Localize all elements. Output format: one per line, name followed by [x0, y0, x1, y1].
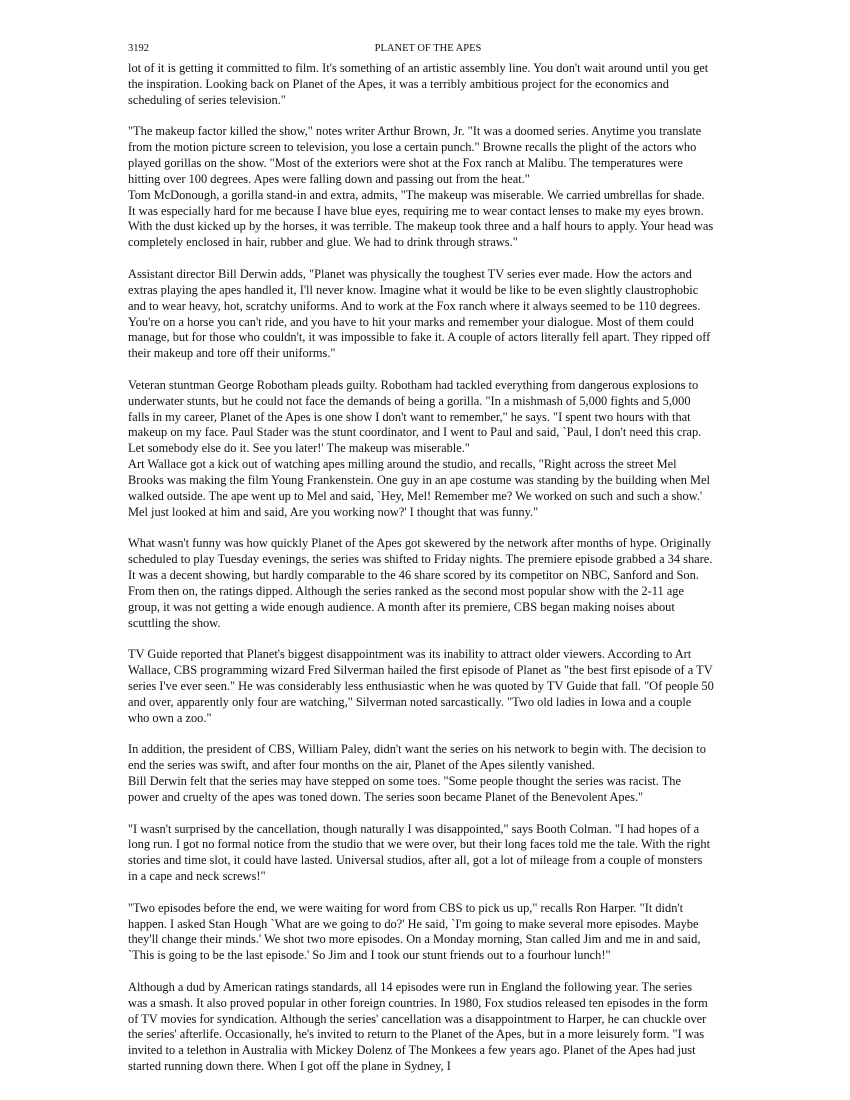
paragraph: In addition, the president of CBS, William Paley, didn't want the series on his network to begin with. The decision to end the series was swift, and after four months on the air, Planet of the Apes silently vanished.	[128, 742, 706, 773]
paragraph: Bill Derwin felt that the series may have stepped on some toes. "Some people thought the series was racist. The power and cruelty of the apes was toned down. The series soon became Planet of the Benevolent Apes."	[128, 773, 681, 804]
paragraph: Art Wallace got a kick out of watching apes milling around the studio, and recalls, "Right across the street Mel Brooks was making the film Young Frankenstein. One guy in an ape costume was standing by the building when Mel walked outside. The ape went up to Mel and said, `Hey, Mel! Remember me? We worked on such and such a show.' Mel just looked at him and said, Are you working now?' I thought that was funny."	[128, 457, 710, 519]
paragraph: lot of it is getting it committed to film. It's something of an artistic assembly line. You don't wait around until you get the inspiration. Looking back on Planet of the Apes, it was a terribly ambitious project for the economics and scheduling of series television."	[128, 61, 709, 107]
page-header	[128, 42, 728, 56]
running-title: PLANET OF THE APES	[374, 43, 482, 54]
paragraph: TV Guide reported that Planet's biggest disappointment was its inability to attract older viewers. According to Art Wallace, CBS programming wizard Fred Silverman hailed the first episode of Planet as "the best first episode of a TV series I've ever seen." He was considerably less enthusiastic when he was quoted by TV Guide that fall. "Of people 50 and over, apparently only four are watching," Silverman noted sarcastically. "Two old ladies in Iowa and a couple who own a zoo."	[128, 647, 714, 725]
body-text	[128, 61, 714, 1075]
paragraph: Veteran stuntman George Robotham pleads guilty. Robotham had tackled everything from dangerous explosions to underwater stunts, but he could not face the demands of being a gorilla. "In a mishmash of 5,000 fights and 5,000 falls in my career, Planet of the Apes is one show I don't want to remember," he says. "I spent two hours with that makeup on my face. Paul Stader was the stunt coordinator, and I went to Paul and said, `Paul, I don't need this crap. Let somebody else do it. See you later!' The makeup was miserable."	[128, 377, 702, 456]
paragraph: Tom McDonough, a gorilla stand-in and extra, admits, "The makeup was miserable. We carried umbrellas for shade. It was especially hard for me because I have blue eyes, requiring me to wear contact lenses to make my eyes brown. With the dust kicked up by the horses, it was terrible. The makeup took three and a half hours to apply. Your head was completely enclosed in hair, rubber and glue. We had to drink through straws."	[128, 187, 714, 250]
paragraph: "I wasn't surprised by the cancellation, though naturally I was disappointed," says Booth Colman. "I had hopes of a long run. I got no formal notice from the studio that we were over, but their long faces told me the tale. With the right stories and time slot, it could have lasted. Universal studios, after all, got a lot of mileage from a couple of monsters in a cape and neck screws!"	[128, 821, 711, 884]
paragraph: Assistant director Bill Derwin adds, "Planet was physically the toughest TV series ever made. How the actors and extras playing the apes handled it, I'll never know. Imagine what it would be like to be even slightly claustrophobic and to wear heavy, hot, scratchy uniforms. And to work at the Fox ranch where it always seemed to be 110 degrees. You're on a horse you can't ride, and you have to hit your marks and remember your dialogue. Most of them could manage, but for those who couldn't, it was impossible to fake it. A couple of actors literally fell apart. They ripped off their makeup and tore off their uniforms."	[128, 266, 711, 361]
page-number: 3192	[128, 43, 149, 54]
paragraph: Although a dud by American ratings standards, all 14 episodes were run in England the following year. The series was a smash. It also proved popular in other foreign countries. In 1980, Fox studios released ten episodes in the form of TV movies for syndication. Although the series' cancellation was a disappointment to Harper, he can chuckle over the series' afterlife. Occasionally, he's invited to return to the Planet of the Apes, but in a more leisurely form. "I was invited to a telethon in Australia with Mickey Dolenz of The Monkees a few years ago. Planet of the Apes had just started running down there. When I got off the plane in Sydney, I	[128, 979, 708, 1074]
paragraph: "Two episodes before the end, we were waiting for word from CBS to pick us up," recalls Ron Harper. "It didn't happen. I asked Stan Hough `What are we going to do?' He said, `I'm going to make several more episodes. Maybe they'll change their minds.' We shot two more episodes. On a Monday morning, Stan called Jim and me in and said, `This is going to be the last episode.' So Jim and I took our stunt friends out to a fourhour lunch!"	[128, 900, 701, 963]
paragraph: What wasn't funny was how quickly Planet of the Apes got skewered by the network after months of hype. Originally scheduled to play Tuesday evenings, the series was shifted to Friday nights. The premiere episode grabbed a 34 share. It was a decent showing, but hardly comparable to the 46 share scored by its competitor on NBC, Sanford and Son. From then on, the ratings dipped. Although the series ranked as the second most popular show with the 2-11 age group, it was not getting a wide enough audience. A month after its premiere, CBS began making noises about scuttling the show.	[128, 536, 713, 630]
paragraph: "The makeup factor killed the show," notes writer Arthur Brown, Jr. "It was a doomed series. Anytime you translate from the motion picture screen to television, you lose a certain punch." Browne recalls the plight of the actors who played gorillas on the show. "Most of the exteriors were shot at the Fox ranch at Malibu. The temperatures were hitting over 100 degrees. Apes were falling down and passing out from the heat."	[128, 124, 702, 186]
